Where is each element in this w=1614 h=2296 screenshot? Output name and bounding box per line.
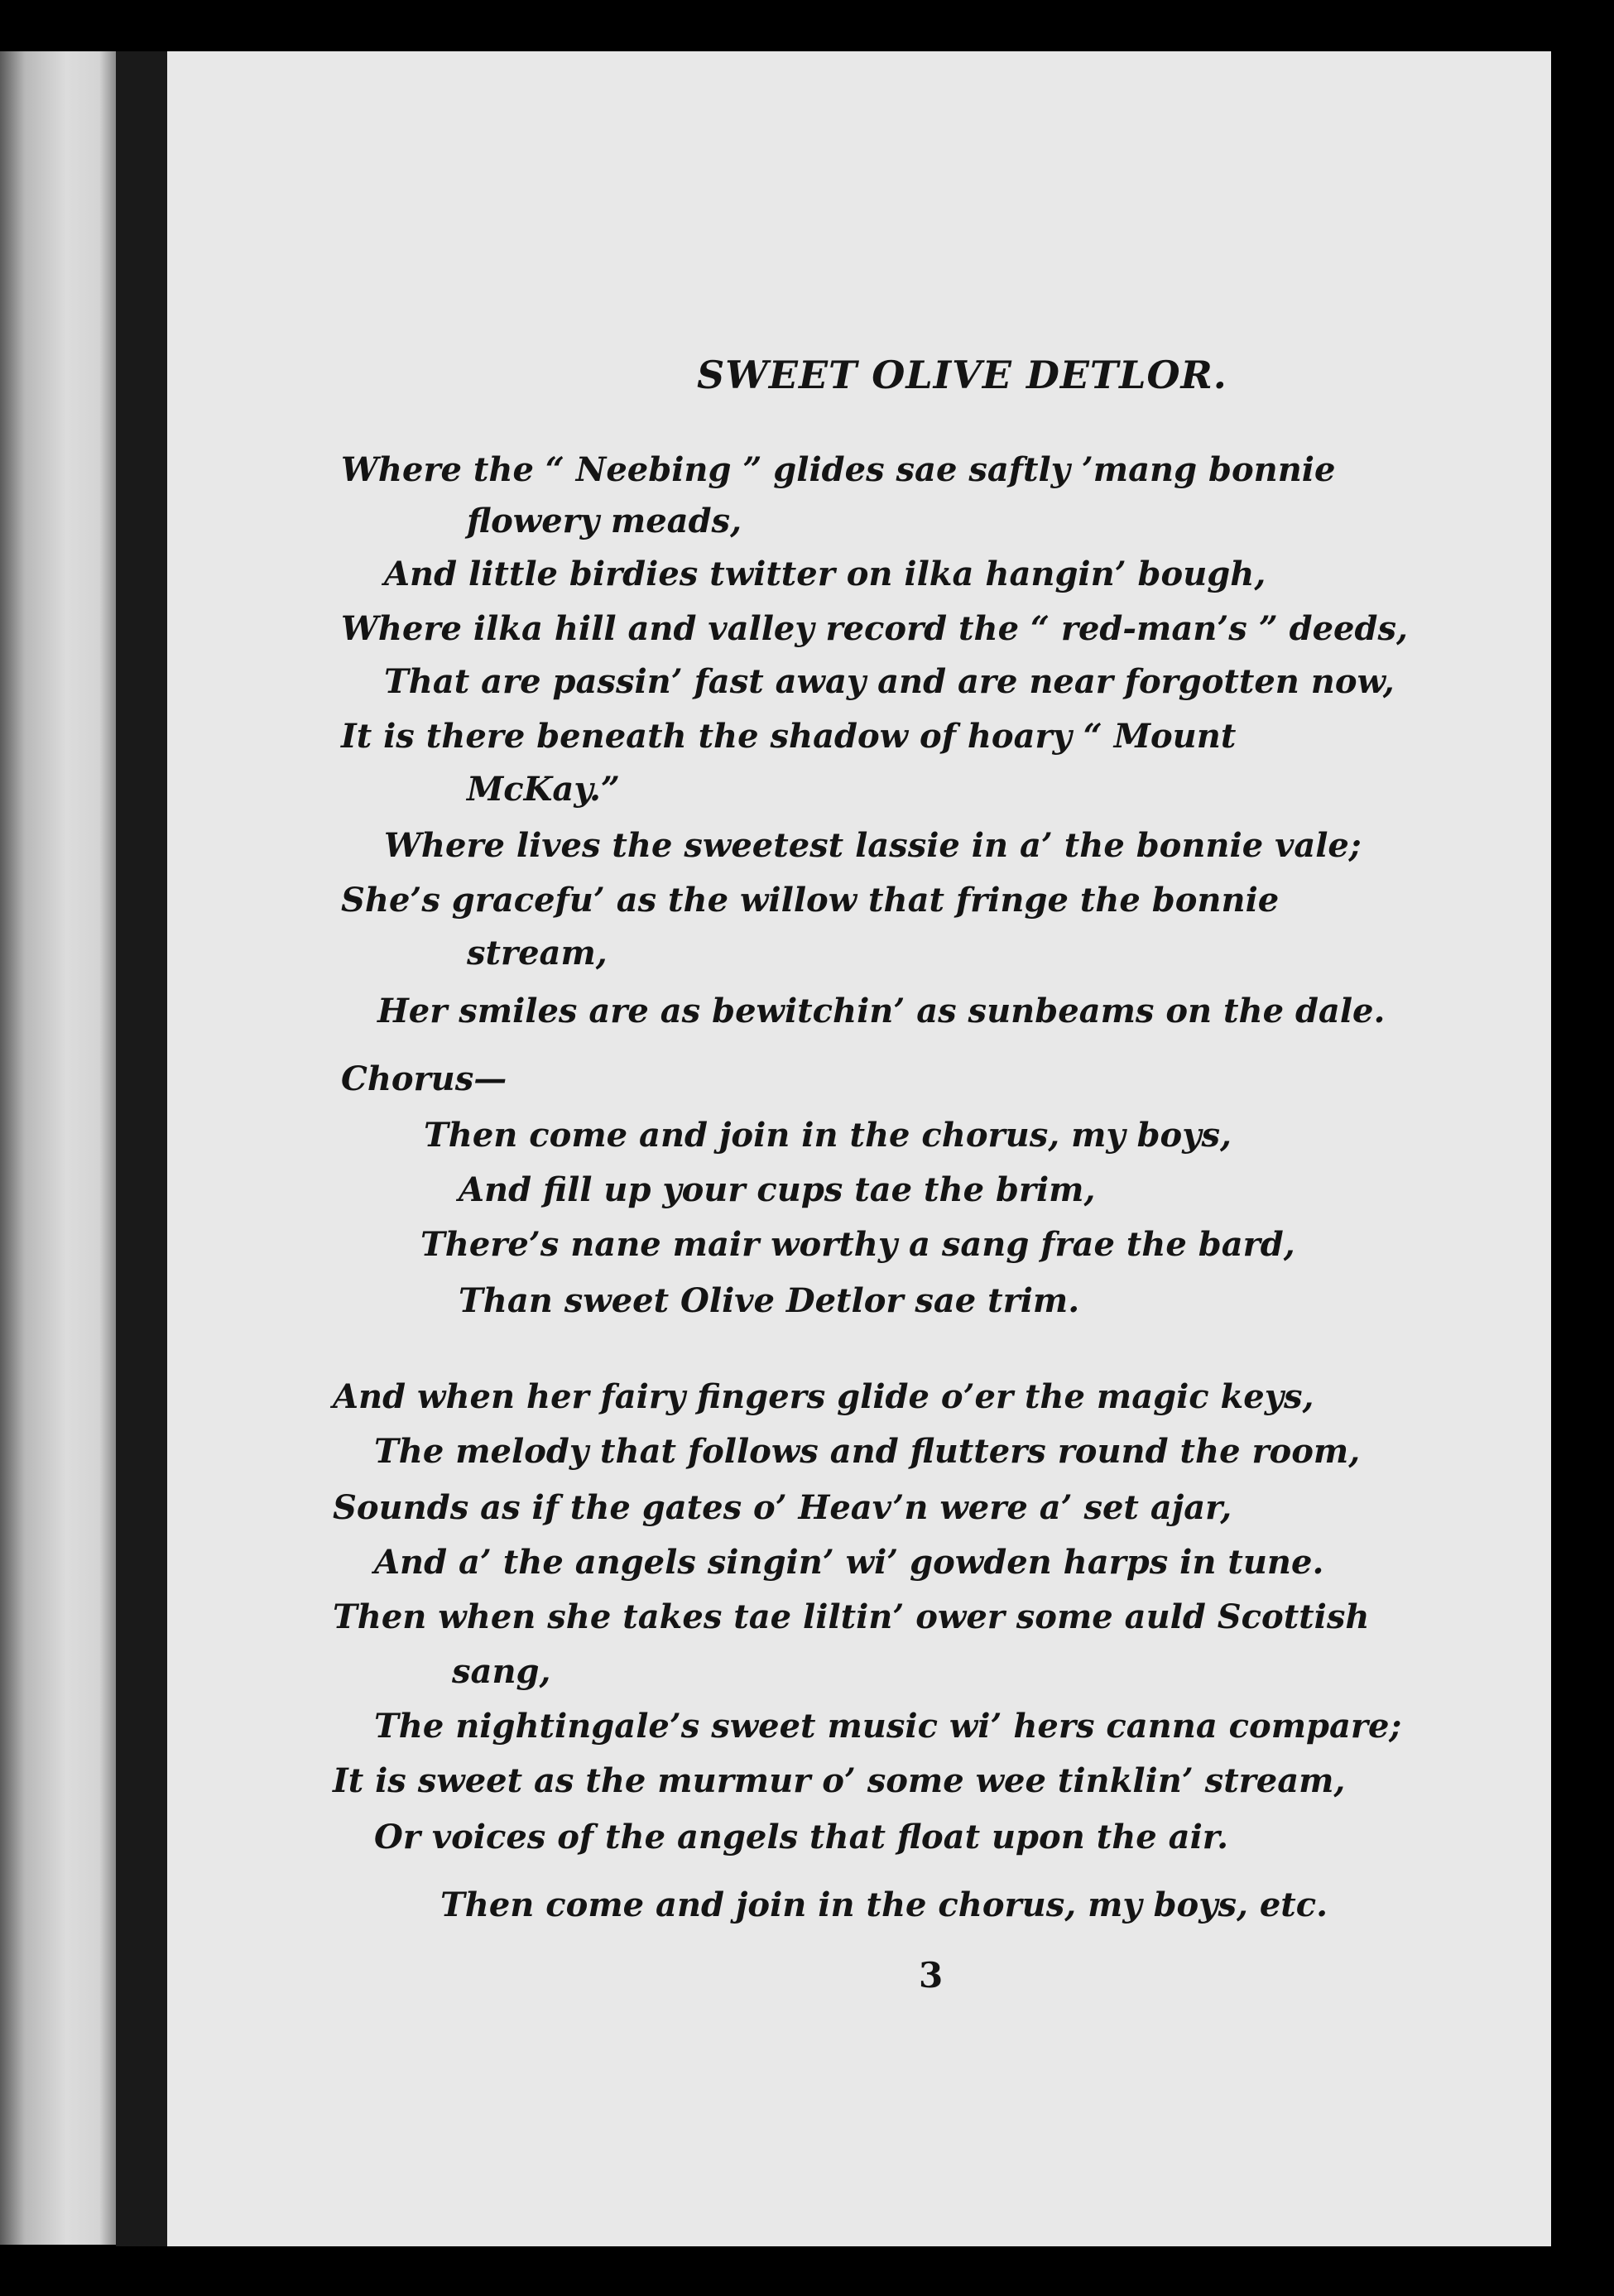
poem-line: She’s gracefu’ as the willow that fringe the bonnie <box>341 881 1280 920</box>
poem-line: And a’ the angels singin’ wi’ gowden harps in tune. <box>374 1543 1324 1582</box>
poem-title: SWEET OLIVE DETLOR. <box>697 353 1227 397</box>
poem-line: flowery meads, <box>467 502 742 540</box>
poem-line: Sounds as if the gates o’ Heav’n were a’ set ajar, <box>333 1488 1232 1527</box>
facing-page-edge <box>0 51 116 2245</box>
poem-line: That are passin’ fast away and are near forgotten now, <box>384 662 1395 701</box>
poem-line: stream, <box>467 934 608 973</box>
page-number: 3 <box>919 1955 944 1996</box>
book-page <box>116 51 1551 2246</box>
chorus-label: Chorus— <box>341 1059 507 1098</box>
poem-line: The melody that follows and flutters round the room, <box>374 1432 1361 1471</box>
chorus-line: Than sweet Olive Detlor sae trim. <box>459 1281 1080 1320</box>
poem-line: And when her fairy fingers glide o’er the magic keys, <box>333 1377 1314 1416</box>
chorus-refrain: Then come and join in the chorus, my boys, etc. <box>440 1885 1328 1924</box>
poem-line: Where the “ Neebing ” glides sae saftly ’mang bonnie <box>341 450 1336 489</box>
poem-line: And little birdies twitter on ilka hangin’ bough, <box>384 555 1266 593</box>
poem-line: It is there beneath the shadow of hoary “ Mount <box>341 717 1237 756</box>
chorus-line: Then come and join in the chorus, my boys, <box>424 1116 1232 1155</box>
chorus-line: And fill up your cups tae the brim, <box>459 1170 1096 1209</box>
poem-line: It is sweet as the murmur o’ some wee tinklin’ stream, <box>333 1761 1346 1800</box>
poem-line: Her smiles are as bewitchin’ as sunbeams on the dale. <box>377 992 1386 1030</box>
poem-line: Where ilka hill and valley record the “ red-man’s ” deeds, <box>341 609 1408 648</box>
poem-line: Where lives the sweetest lassie in a’ the bonnie vale; <box>384 826 1362 865</box>
poem-line: McKay.” <box>467 770 620 809</box>
poem-line: The nightingale’s sweet music wi’ hers canna compare; <box>374 1707 1402 1746</box>
poem-line: sang, <box>452 1652 551 1691</box>
poem-line: Then when she takes tae liltin’ ower some auld Scottish <box>333 1597 1370 1636</box>
poem-line: Or voices of the angels that float upon the air. <box>374 1818 1229 1856</box>
chorus-line: There’s nane mair worthy a sang frae the bard, <box>420 1225 1295 1264</box>
